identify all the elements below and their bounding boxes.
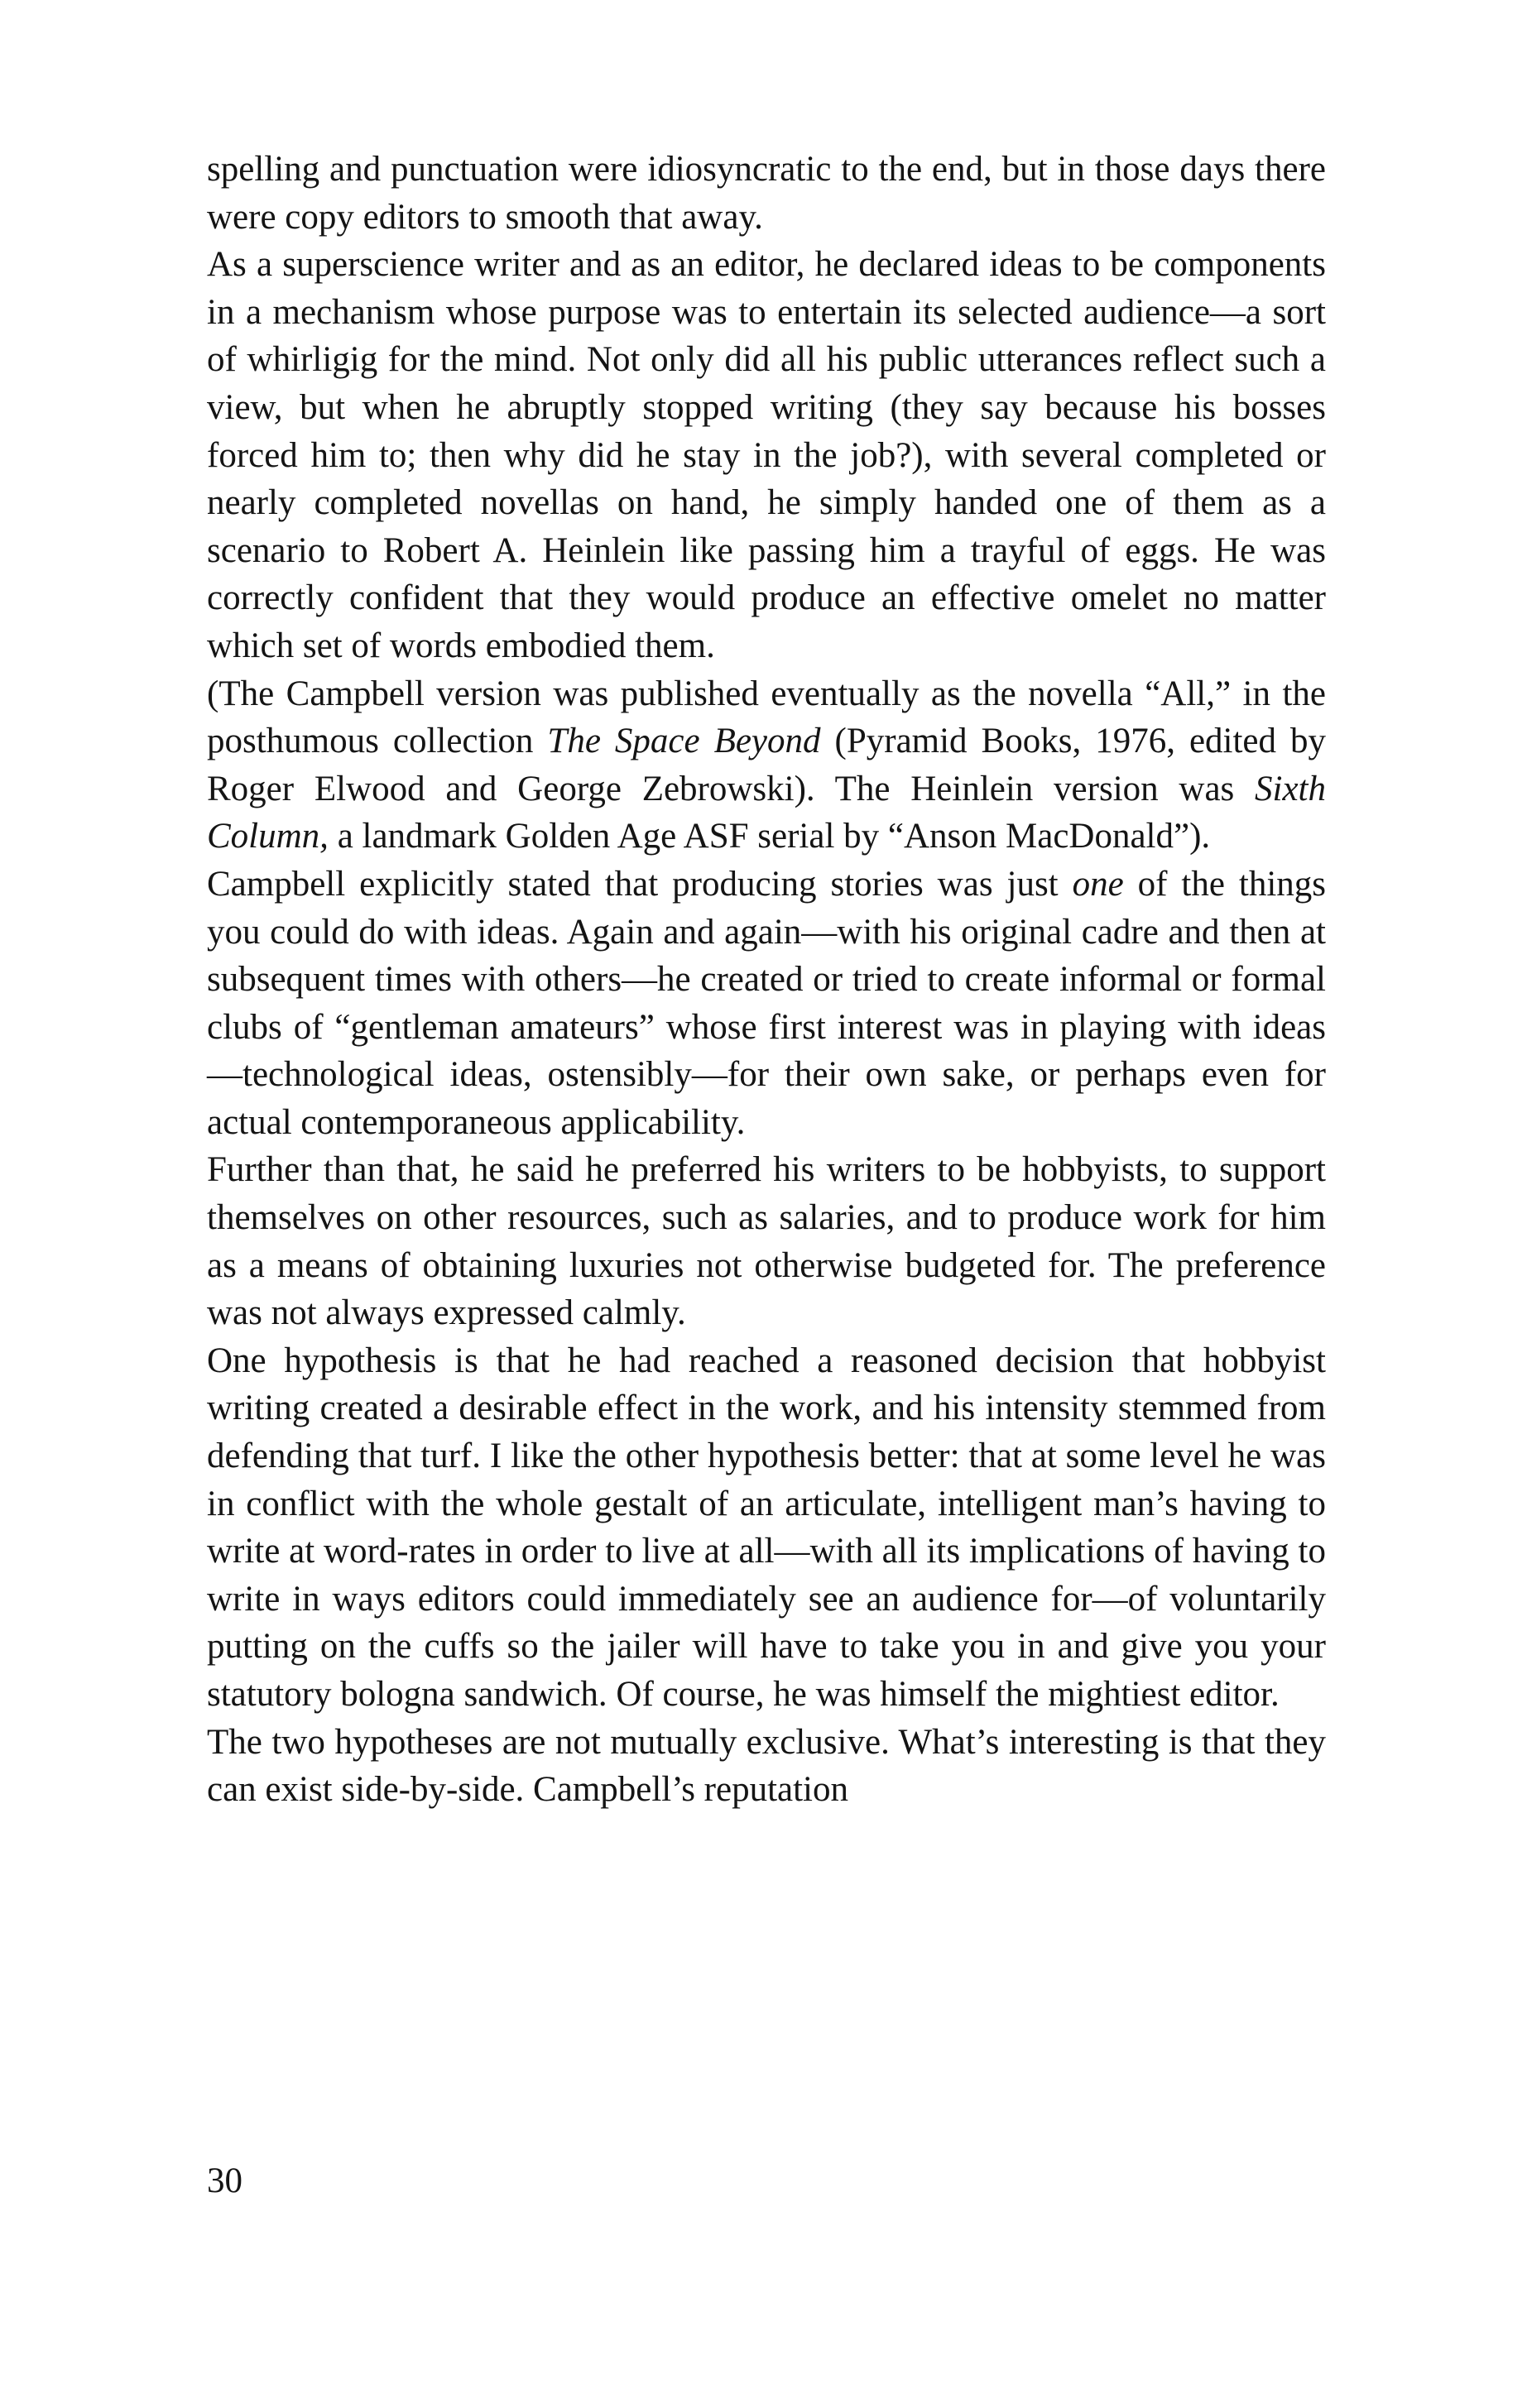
paragraph-4 [207,861,1326,1147]
paragraph-3-text-b: (Pyramid Books, 1976, edited by Roger Elwood and George Zebrowski). The Heinlein version was [207,722,1327,808]
paragraph-2: As a superscience writer and as an editor, he declared ideas to be components in a mechanism whose purpose was to entertain its selected audience—a sort of whirligig for the mind. Not only did all his public utterances reflect such a view, but when he abruptly stopped writing (they say because his bosses forced him to; then why did he stay in the job?), with several completed or nearly completed novellas on hand, he simply handed one of them as a scenario to Robert A. Heinlein like passing him a trayful of eggs. He was correctly confident that they would produce an effective omelet no matter which set of words embodied them. [207,245,1326,665]
body-text [207,146,1326,1814]
book-title-the-space-beyond: The Space Beyond [547,722,821,761]
paragraph-7: The two hypotheses are not mutually exclusive. What’s interesting is that they can exist side-by-side. Campbell’s reputation [207,1722,1326,1810]
paragraph-3-text-a: (The Campbell version was published eventually as the novella “All,” in the posthumous collection [207,674,1326,761]
paragraph-3-text-c: a landmark Golden Age ASF serial by “Anson MacDonald”). [328,817,1211,856]
book-title-sixth-column: Sixth Column, [207,769,1326,856]
paragraph-4-text-a: Campbell explicitly stated that producing stories was just [207,864,1073,904]
emphasis-one: one [1072,864,1124,904]
paragraph-1: spelling and punctuation were idiosyncratic to the end, but in those days there were copy editors to smooth that away. [207,150,1326,237]
page-number: 30 [207,2161,242,2200]
paragraph-5: Further than that, he said he preferred his writers to be hobbyists, to support themselves on other resources, such as salaries, and to produce work for him as a means of obtaining luxuries not otherwise budgeted for. The preference was not always expressed calmly. [207,1150,1326,1333]
paragraph-6: One hypothesis is that he had reached a reasoned decision that hobbyist writing created a desirable effect in the work, and his intensity stemmed from defending that turf. I like the other hypothesis better: that at some level he was in conflict with the whole gestalt of an articulate, intelligent man’s having to write at word-rates in order to live at all—with all its implications of having to write in ways editors could immediately see an audience for—of voluntarily putting on the cuffs so the jailer will have to take you in and give you your statutory bologna sandwich. Of course, he was himself the mightiest editor. [207,1341,1326,1714]
paragraph-4-text-b: of the things you could do with ideas. Again and again—with his original cadre and then at subsequent times with others—he created or tried to create informal or formal clubs of “gentleman amateurs” whose first interest was in playing with ideas—technological ideas, ostensibly—for their own sake, or perhaps even for actual contemporaneous applicability. [207,864,1326,1142]
paragraph-3 [207,670,1326,861]
